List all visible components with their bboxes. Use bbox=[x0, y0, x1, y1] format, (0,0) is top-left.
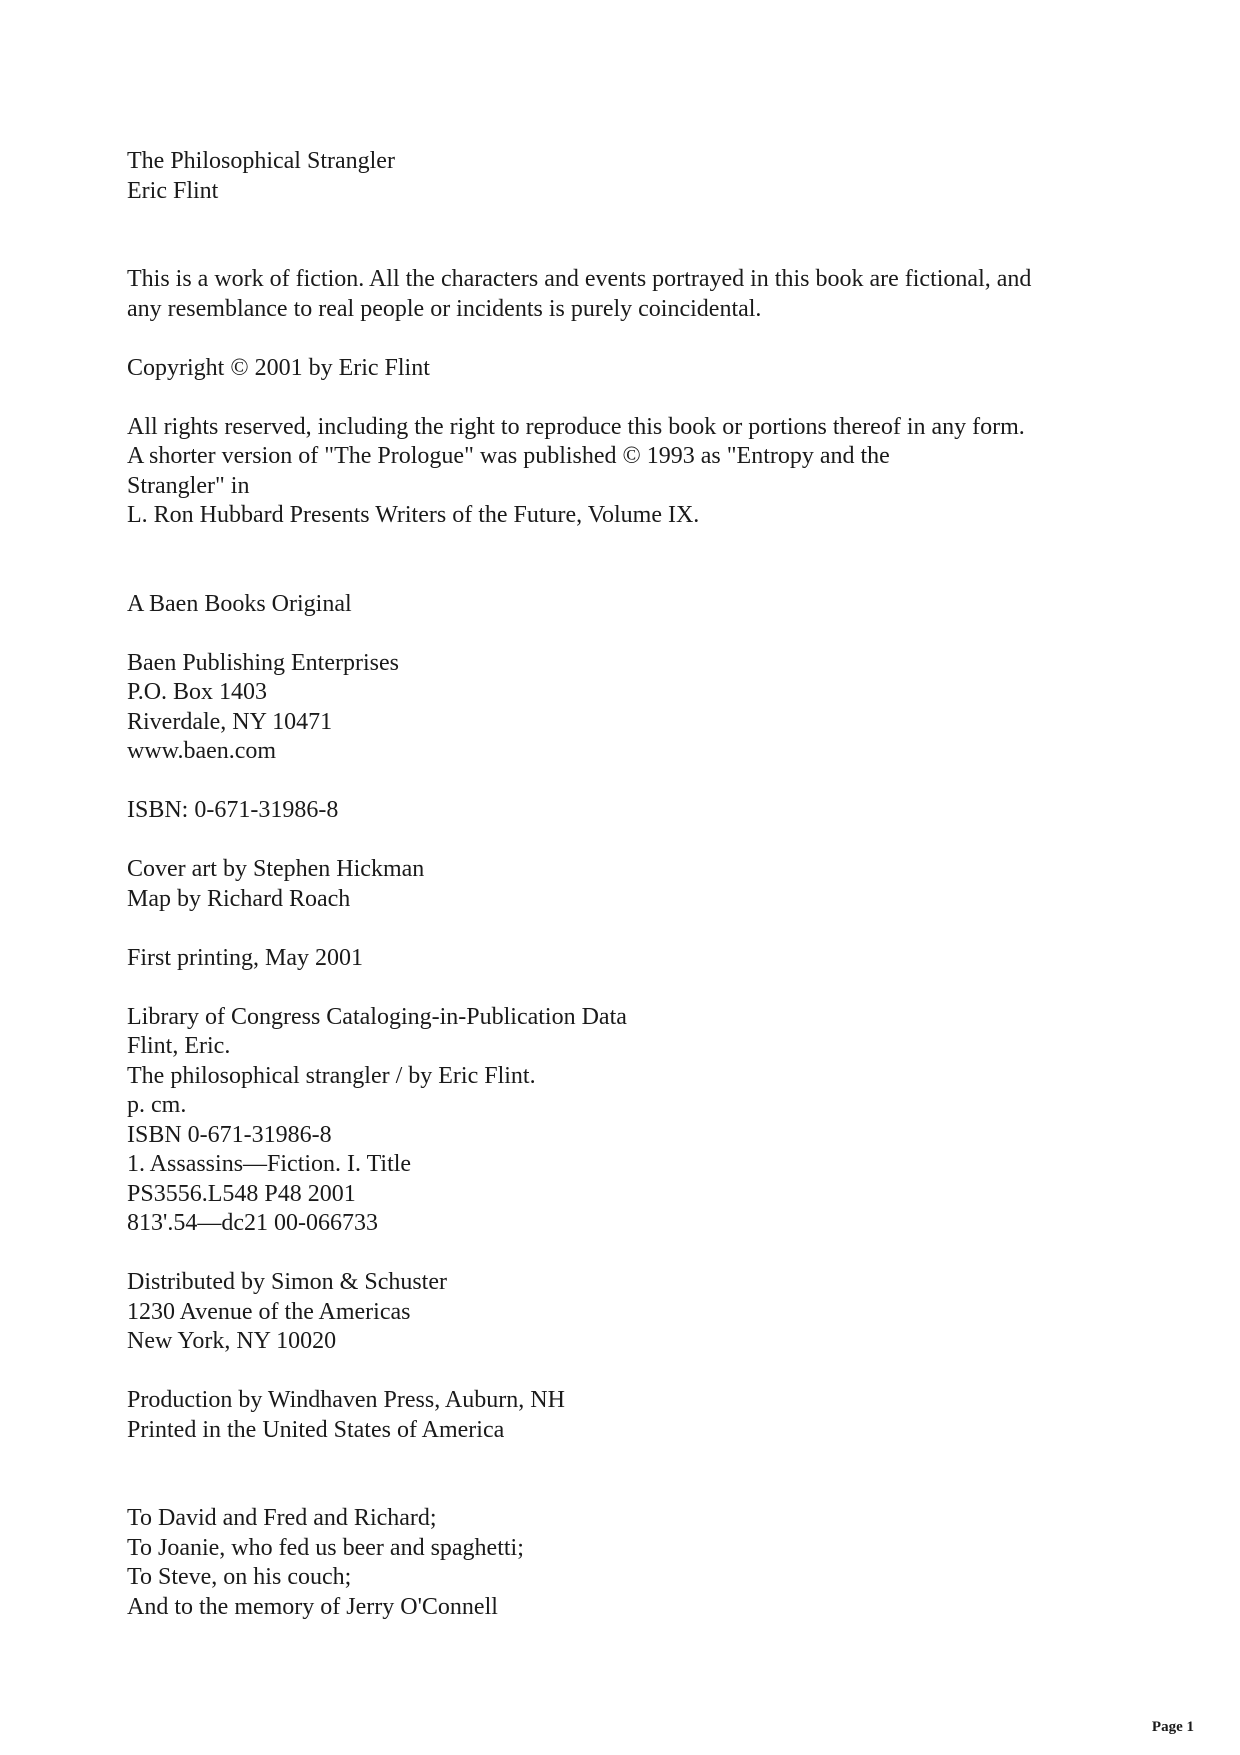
disclaimer-line: any resemblance to real people or incidents is purely coincidental. bbox=[127, 295, 762, 322]
dedication-line: To David and Fred and Richard; bbox=[127, 1505, 437, 1531]
cip-line: ISBN 0-671-31986-8 bbox=[127, 1121, 332, 1148]
page-number: Page 1 bbox=[1151, 1719, 1194, 1735]
cip-line: PS3556.L548 P48 2001 bbox=[127, 1180, 356, 1207]
publisher-line: P.O. Box 1403 bbox=[127, 679, 268, 705]
rights-line: Strangler" in bbox=[127, 472, 250, 499]
cip-line: 1. Assassins—Fiction. I. Title bbox=[127, 1151, 412, 1177]
rights-line: All rights reserved, including the right to reproduce this book or portions thereof in any form. bbox=[127, 413, 1025, 440]
cip-line: 813'.54—dc21 00-066733 bbox=[127, 1210, 378, 1236]
copyright-line: Copyright © 2001 by Eric Flint bbox=[127, 354, 430, 381]
dedication-line: And to the memory of Jerry O'Connell bbox=[127, 1593, 498, 1620]
distribution-line: New York, NY 10020 bbox=[127, 1328, 337, 1354]
dedication-line: To Joanie, who fed us beer and spaghetti; bbox=[127, 1534, 524, 1561]
cip-line: p. cm. bbox=[127, 1092, 187, 1118]
publisher-line: Baen Publishing Enterprises bbox=[127, 649, 399, 676]
book-title: The Philosophical Strangler bbox=[127, 148, 395, 174]
publisher-line: Riverdale, NY 10471 bbox=[127, 708, 333, 735]
page-content bbox=[127, 147, 1127, 1622]
dedication-line: To Steve, on his couch; bbox=[127, 1564, 352, 1590]
cip-line: The philosophical strangler / by Eric Flint. bbox=[127, 1062, 536, 1089]
distribution-line: Distributed by Simon & Schuster bbox=[127, 1269, 447, 1295]
production-line: Printed in the United States of America bbox=[127, 1416, 505, 1443]
distribution-line: 1230 Avenue of the Americas bbox=[127, 1298, 411, 1325]
credits-line: Map by Richard Roach bbox=[127, 885, 351, 912]
cip-line: Library of Congress Cataloging-in-Publication Data bbox=[127, 1003, 627, 1030]
printing-line: First printing, May 2001 bbox=[127, 944, 364, 971]
imprint-line: A Baen Books Original bbox=[127, 590, 352, 617]
production-line: Production by Windhaven Press, Auburn, NH bbox=[127, 1387, 565, 1413]
cip-line: Flint, Eric. bbox=[127, 1033, 231, 1059]
book-author: Eric Flint bbox=[127, 177, 219, 204]
rights-line: L. Ron Hubbard Presents Writers of the Future, Volume IX. bbox=[127, 502, 700, 528]
publisher-line: www.baen.com bbox=[127, 738, 277, 764]
rights-line: A shorter version of "The Prologue" was published © 1993 as "Entropy and the bbox=[127, 443, 890, 469]
isbn-line: ISBN: 0-671-31986-8 bbox=[127, 797, 339, 823]
credits-line: Cover art by Stephen Hickman bbox=[127, 856, 425, 882]
disclaimer-line: This is a work of fiction. All the characters and events portrayed in this book are fictional, and bbox=[127, 266, 1032, 292]
